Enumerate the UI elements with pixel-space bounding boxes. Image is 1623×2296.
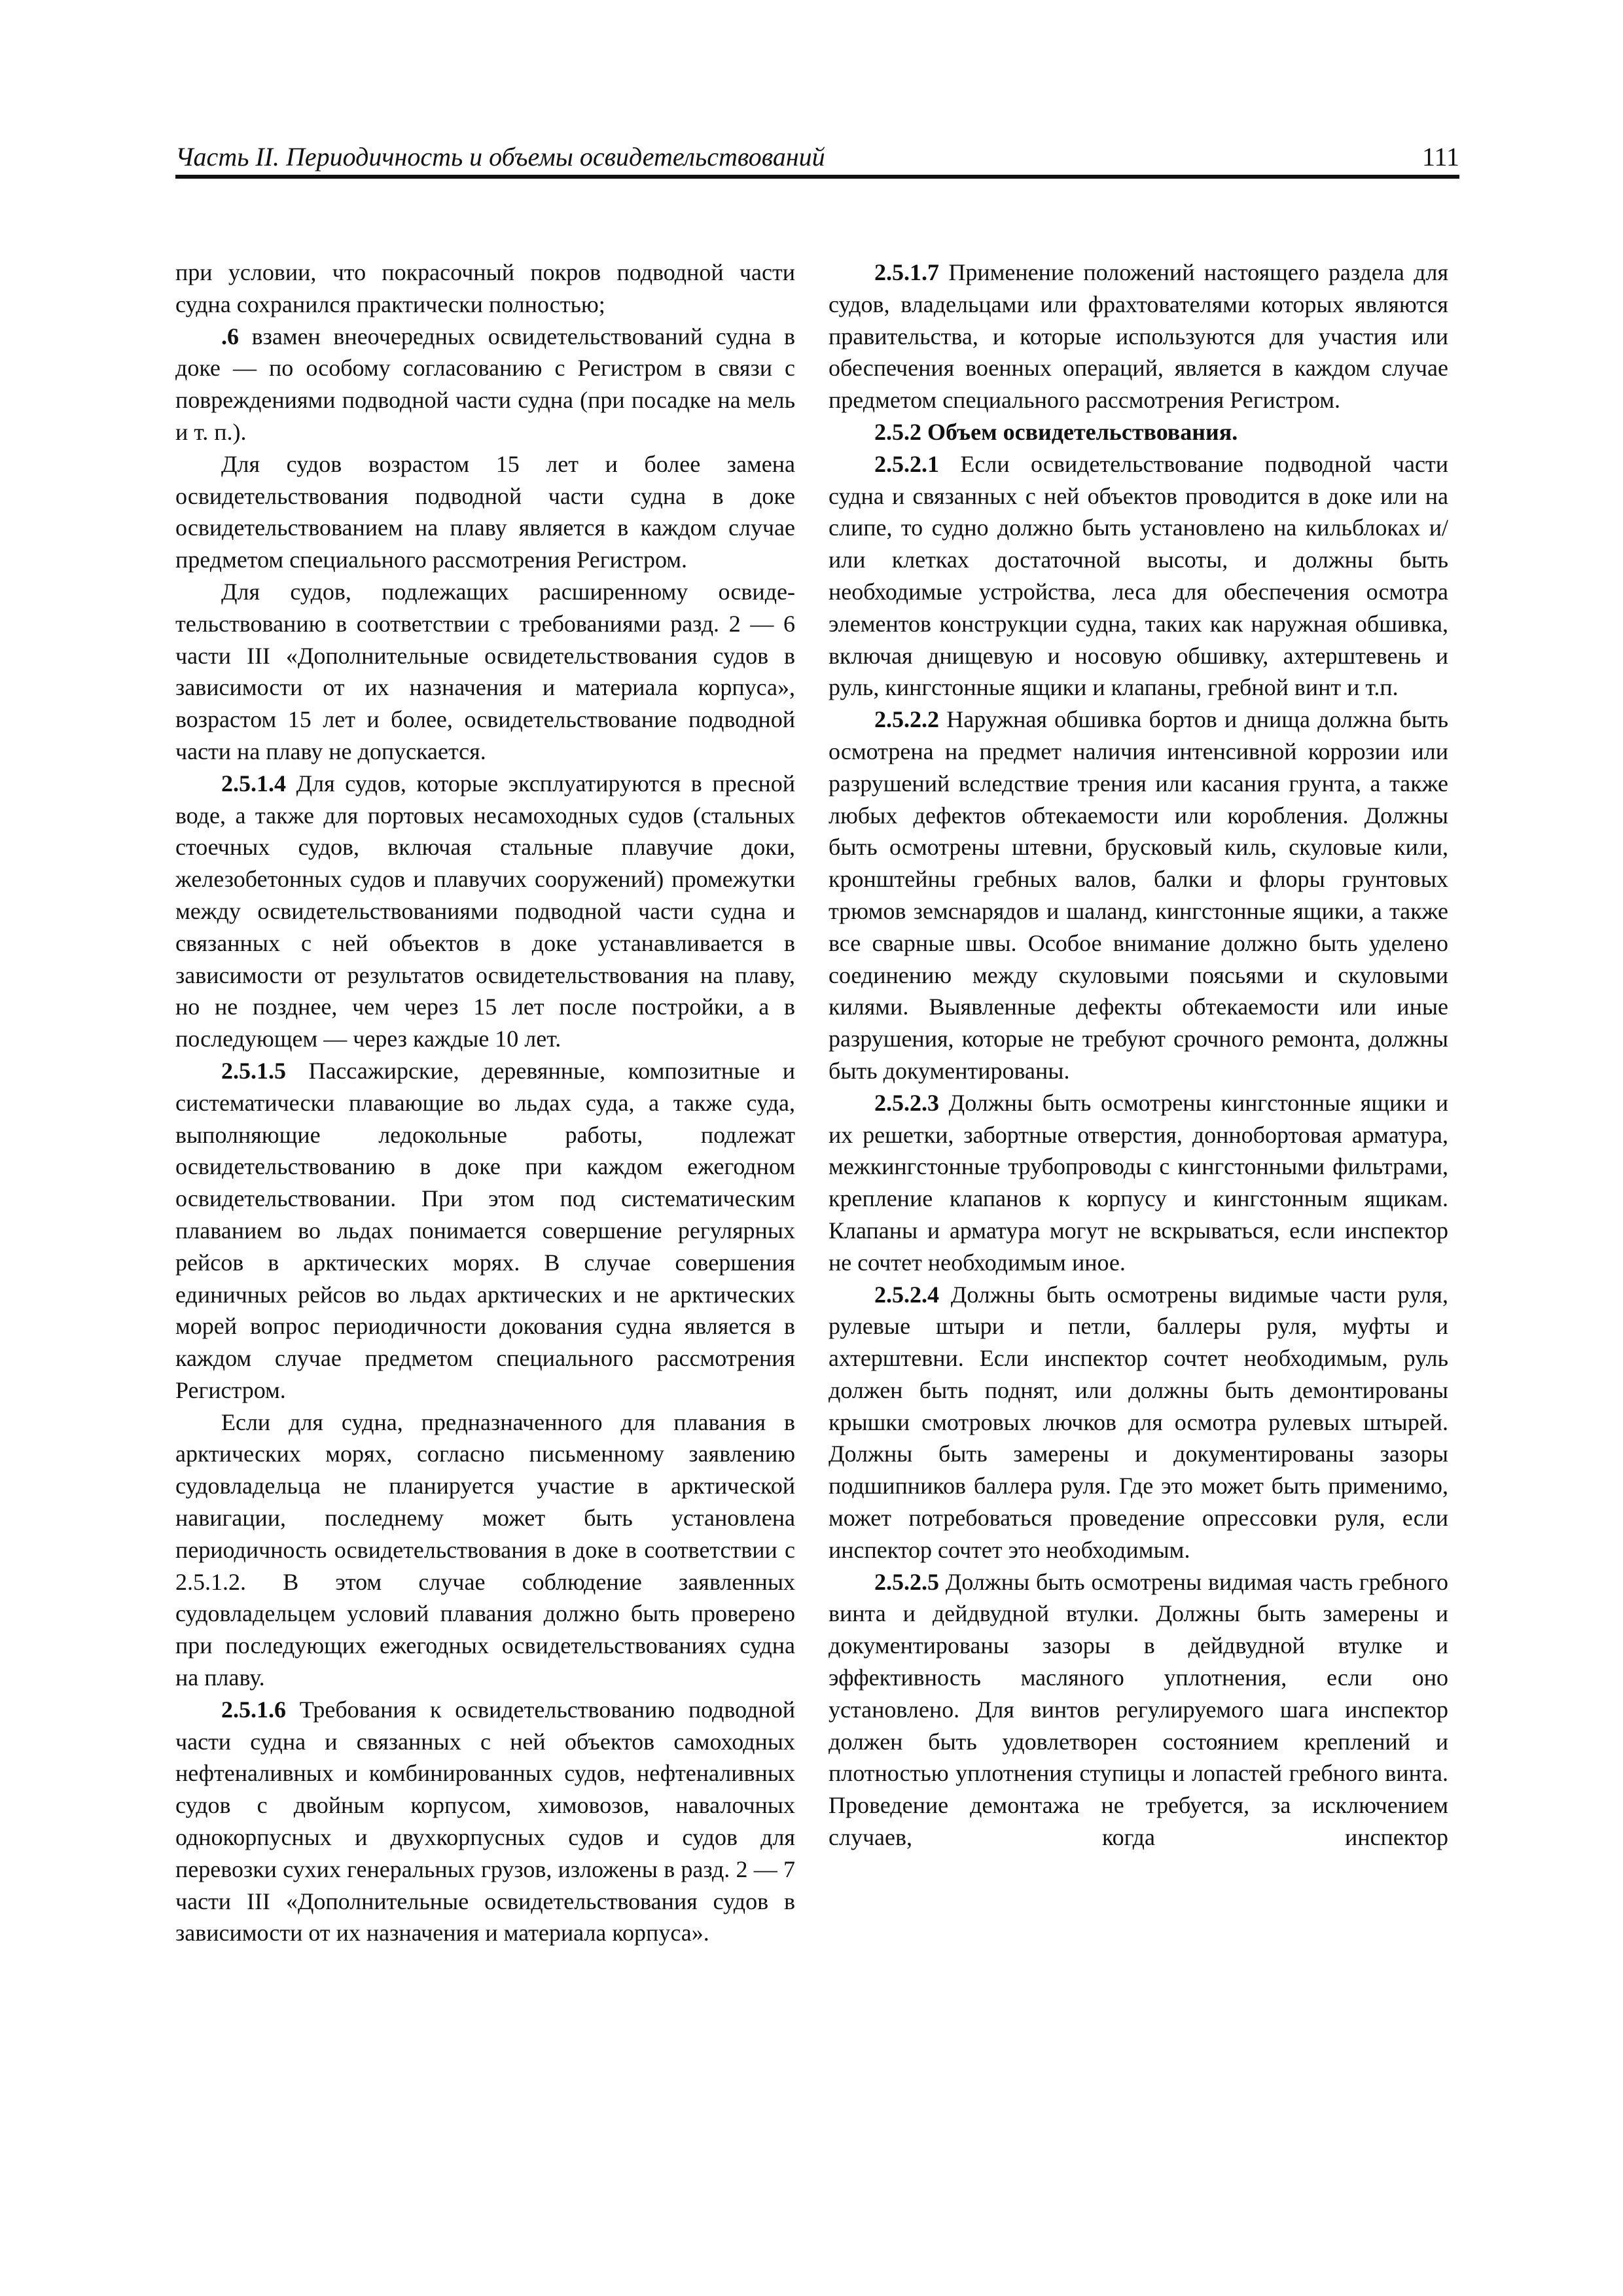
clause-number: 2.5.2.1 xyxy=(874,450,939,477)
paragraph-text: Должны быть осмотрены видимая часть гребного винта и дейдвудной втулки. Должны быть замерены и документированы зазоры в дейдвудной втулке и эффективность масляного уплотнения, если оно установлено. Для винтов регулируемого шага инспектор должен быть удовлетворен состоянием креплений и плотностью уплотнения ступицы и лопастей гребного винта. Проведение демонтажа не требуется, за исключением случаев, когда инспектор xyxy=(829,1568,1448,1851)
paragraph xyxy=(175,321,795,448)
section-heading xyxy=(829,416,1448,448)
paragraph-text: Наружная обшивка бортов и днища должна быть осмотрена на предмет наличия интенсивной коррозии или разрушений вследствие трения или касания грунта, а также любых дефектов обтекаемости или коробления. Должны быть осмотрены штевни, брусковый киль, скуловые кили, кронштейны гребных валов, балки и флоры грунтовых трюмов земснарядов и шаланд, кингстонные ящики, а также все сварные швы. Особое внимание должно быть уделено соединению между скуловыми поясьями и скуловыми килями. Выявленные дефекты обтекаемости или иные разрушения, которые не требуют срочного ремонта, должны быть документированы. xyxy=(829,706,1448,1084)
clause-number: 2.5.1.6 xyxy=(221,1696,286,1723)
paragraph-text: взамен внеочередных освидетельствований судна в доке — по особому согласованию с Регистром в связи с повреждениями подводной части судна (при посадке на мель и т. п.). xyxy=(175,323,795,445)
clause-number: 2.5.2.5 xyxy=(874,1568,939,1595)
paragraph-text: Если освидетельствование подводной части судна и связанных с ней объектов проводится в доке или на слипе, то судно должно быть установлено на кильблоках и/или клетках достаточной высоты, и должны быть необходимые устройства, леса для обеспечения осмотра элементов конструкции судна, таких как наружная обшивка, включая днищевую и носовую обшивку, ахтерштевень и руль, кингстонные ящики и клапаны, гребной винт и т.п. xyxy=(829,450,1448,701)
right-column xyxy=(829,257,1448,1854)
paragraph-text: при условии, что покрасочный покров подводной части судна сохранился практически полностью; xyxy=(175,259,795,317)
section-heading-text: 2.5.2 Объем освидетельствования. xyxy=(874,418,1238,445)
left-column xyxy=(175,257,795,1949)
paragraph-text: Требования к освидетельствованию подводной части судна и связанных с ней объектов самоходных нефтеналивных и комбинированных судов, нефтеналивных судов с двойным корпусом, химовозов, навалочных однокорпусных и двухкорпусных судов и судов для перевозки сухих генеральных грузов, изложены в разд. 2 — 7 части III «Дополнительные освидетельствования судов в зависимости от их назначения и материала корпуса». xyxy=(175,1696,795,1946)
paragraph xyxy=(829,1566,1448,1854)
clause-number: 2.5.2.2 xyxy=(874,706,939,733)
paragraph xyxy=(829,704,1448,1087)
paragraph-text: Для судов, подлежащих расширенному освидетельствованию в соответствии с требованиями разд. 2 — 6 части III «Дополнительные освидетельствования судов в зависимости от их назначения и материала корпуса», возрастом 15 лет и более, освидетельствование подводной части на плаву не допускается. xyxy=(175,578,795,764)
paragraph-text: Должны быть осмотрены видимые части руля, рулевые штыри и петли, баллеры руля, муфты и ахтерштевни. Если инспектор сочтет необходимым, руль должен быть поднят, или должны быть демонтированы крышки смотровых лючков для осмотра рулевых штырей. Должны быть замерены и документированы зазоры подшипников баллера руля. Где это может быть применимо, может потребоваться проведение опрессовки руля, если инспектор сочтет это необходимым. xyxy=(829,1281,1448,1563)
paragraph-text: Пассажирские, деревянные, композитные и систематически плавающие во льдах суда, а также суда, выполняющие ледокольные работы, подлежат освидетельствованию в доке при каждом ежегодном освидетельствовании. При этом под систематическим плаванием во льдах понимается совершение регулярных рейсов в арктических морях. В случае совершения единичных рейсов во льдах арктических и не арктических морей вопрос периодичности докования судна является в каждом случае предметом специального рассмотрения Регистром. xyxy=(175,1057,795,1403)
paragraph xyxy=(175,576,795,768)
page-number: 111 xyxy=(1421,142,1459,171)
running-header-title: Часть II. Периодичность и объемы освидетельствований xyxy=(175,142,825,171)
clause-number: 2.5.1.4 xyxy=(221,770,286,797)
paragraph xyxy=(175,1055,795,1407)
clause-number: 2.5.2.4 xyxy=(874,1281,939,1308)
paragraph xyxy=(175,448,795,576)
paragraph xyxy=(829,448,1448,704)
clause-number: 2.5.1.5 xyxy=(221,1057,286,1084)
paragraph-text: Для судов возрастом 15 лет и более замена освидетельствования подводной части судна в доке освидетельствованием на плаву является в каждом случае предметом специального рассмотрения Регистром. xyxy=(175,450,795,573)
paragraph xyxy=(175,1407,795,1694)
clause-number: 2.5.2.3 xyxy=(874,1089,939,1116)
paragraph-text: Должны быть осмотрены кингстонные ящики и их решетки, забортные отверстия, доннобортовая арматура, межкингстонные трубопроводы с кингстонными фильтрами, крепление клапанов к корпусу и кингстонным ящикам. Клапаны и арматура могут не вскрываться, если инспектор не сочтет необходимым иное. xyxy=(829,1089,1448,1276)
paragraph xyxy=(829,1279,1448,1566)
paragraph xyxy=(829,1087,1448,1279)
clause-number: 2.5.1.7 xyxy=(874,259,939,285)
paragraph-text: Для судов, которые эксплуатируются в пресной воде, а также для портовых несамоходных судов (стальных стоечных судов, включая стальные плавучие доки, железобетонных судов и плавучих сооружений) промежутки между освидетельствованиями подводной части судна и связанных с ней объектов в доке устанавливается в зависимости от результатов освидетельствования на плаву, но не позднее, чем через 15 лет после постройки, а в последующем — через каждые 10 лет. xyxy=(175,770,795,1052)
clause-number: .6 xyxy=(221,323,239,350)
paragraph xyxy=(175,257,795,321)
paragraph-text: Если для судна, предназначенного для плавания в арктических морях, согласно письменному заявлению судовладельца не планируется участие в арктической навигации, последнему может быть установлена периодичность освидетельствования в доке в соответствии с 2.5.1.2. В этом случае соблюдение заявленных судовладельцем условий плавания должно быть проверено при последующих ежегодных освидетельствованиях судна на плаву. xyxy=(175,1408,795,1691)
paragraph xyxy=(175,1694,795,1949)
paragraph xyxy=(175,768,795,1055)
paragraph xyxy=(829,257,1448,416)
paragraph-text: Применение положений настоящего раздела для судов, владельцами или фрахтователями которых являются правительства, и которые используются для участия или обеспечения военных операций, является в каждом случае предметом специального рассмотрения Регистром. xyxy=(829,259,1448,414)
running-header xyxy=(175,134,1459,179)
